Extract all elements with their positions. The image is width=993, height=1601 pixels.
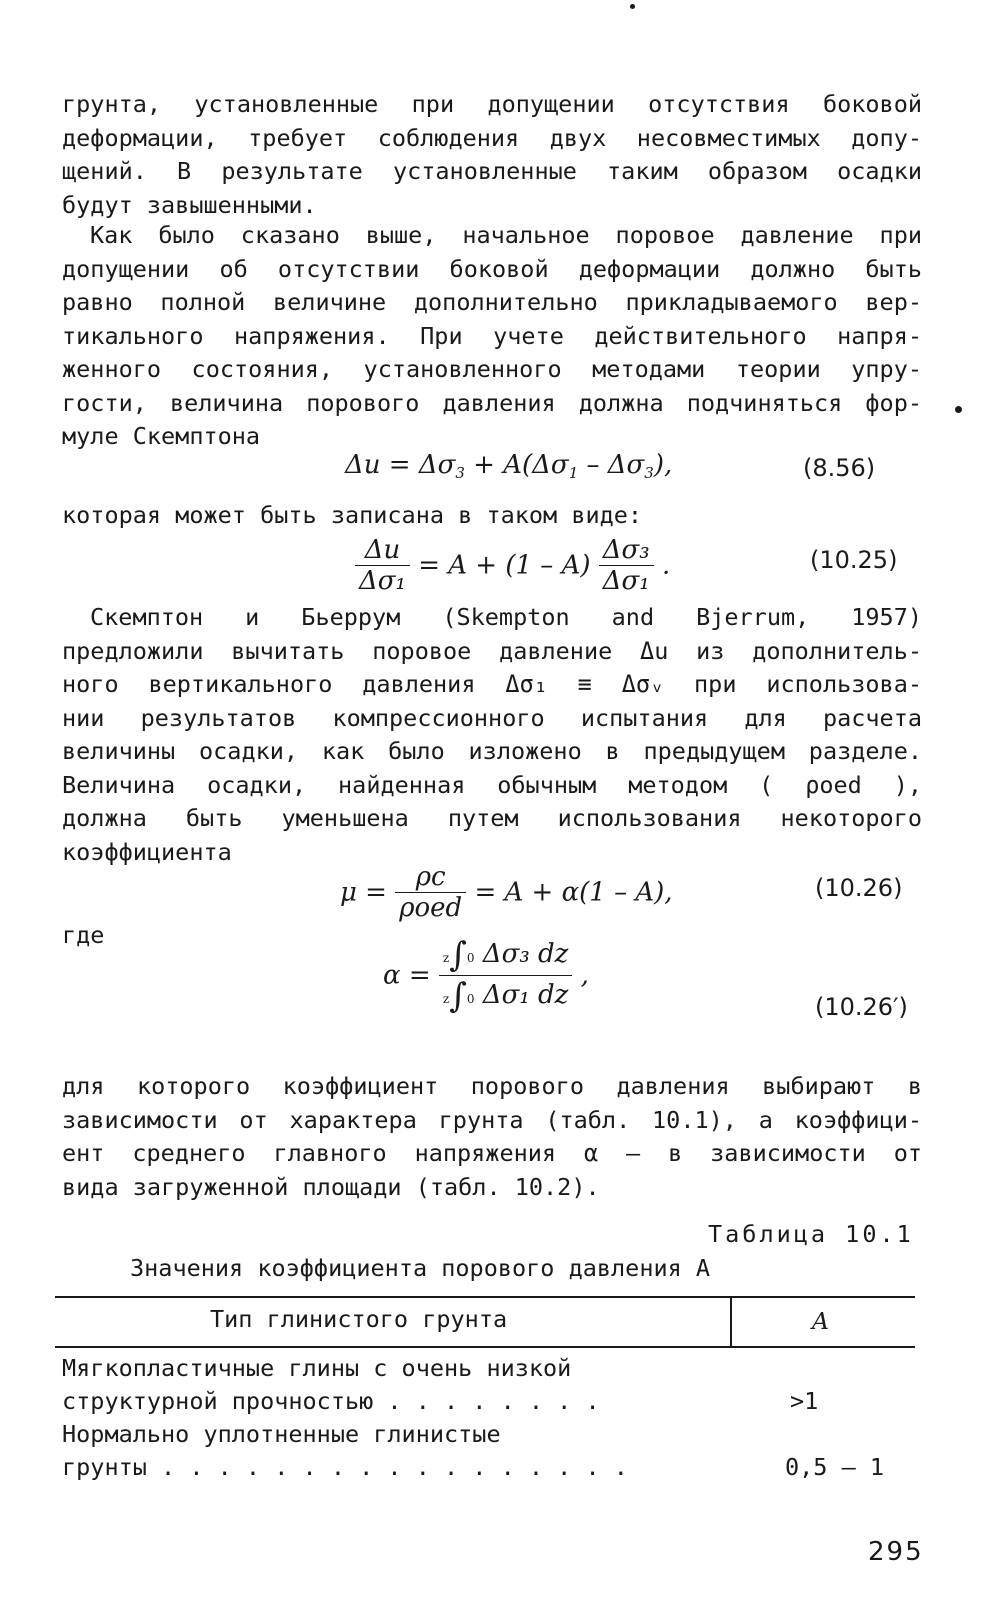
paragraph-3 [62,499,922,533]
text-line: гости, величина порового давления должна подчиняться фор- [62,388,922,417]
fraction: $\frac{\text{z∫0 Δσ₃ dz}}{\text{z∫0 Δσ₁ dz}}$ [439,935,573,1016]
table-cell: грунты . . . . . . . . . . . . . . . . . [62,1453,628,1481]
integral-sign: ∫ [449,935,467,975]
fraction: $\frac{\text{Δσ₃}}{\text{Δσ₁}}$ [599,535,654,596]
text-line: которая может быть записана в таком виде: [62,501,643,529]
text-line: равно полной величине дополнительно прикладываемого вер- [62,288,922,316]
equation-10-26-prime: α = $\frac{\text{z∫0 Δσ₃ dz}}{\text{z∫0 Δσ₁ dz}}$ , [383,935,589,1016]
print-mark [955,406,962,413]
text-line: должна быть уменьшена путем использования некоторого [62,804,922,832]
text-line: грунта, установленные при допущении отсутствия боковой [62,90,922,118]
table-header-rule [55,1346,915,1348]
text-line: деформации, требует соблюдения двух несовместимых допу- [62,123,922,152]
fraction: $\frac{\Delta u}{\text{Δσ₁}}$ [355,535,410,596]
page-number: 295 [868,1537,924,1567]
text-line: нии результатов компрессионного испытания для расчета [62,703,922,732]
table-label: Таблица 10.1 [708,1220,914,1248]
equation-number: (10.26) [815,874,903,902]
paragraph-6 [62,1070,922,1204]
equation-number: (8.56) [803,454,876,482]
text-line: женного состояния, установленного методами теории упру- [62,355,922,383]
text-line: величины осадки, как было изложено в предыдущем разделе. [62,737,922,765]
text-line: щений. В результате установленные таким образом осадки [62,157,922,185]
table-cell: Мягкопластичные глины с очень низкой [62,1354,572,1382]
table-cell: структурной прочностью . . . . . . . . [62,1387,600,1415]
table-value: >1 [790,1387,819,1415]
text-line: тикального напряжения. При учете действительного напря- [62,321,922,350]
equation-number: (10.26′) [815,993,908,1021]
paragraph-1 [62,88,922,222]
text-line: ного вертикального давления Δσ₁ ≡ Δσᵥ при использова- [62,670,922,698]
text-line: вида загруженной площади (табл. 10.2). [62,1172,600,1201]
text-line: Скемптон и Бьеррум (Skempton and Bjerrum, 1957) [90,603,922,631]
equation-8-56: $\Delta u = \Delta\sigma_3 + A(\Delta\sigma_1 - \Delta\sigma_3)$, [345,450,673,482]
equation-10-26: μ = $\frac{\rho c}{\text{ρoed}}$ = A + α(1 – A), [340,862,673,923]
text-line: будут завышенными. [62,190,317,219]
text-line: допущении об отсутствии боковой деформации должно быть [62,254,922,283]
text-line: зависимости от характера грунта (табл. 10.1), а коэффици- [62,1105,922,1134]
table-cell: Нормально уплотненные глинистые [62,1420,501,1448]
table-header: Тип глинистого грунта [210,1305,508,1333]
paragraph-4 [62,601,922,869]
table-column-divider [730,1296,732,1346]
table-top-rule [55,1296,915,1298]
equation-number: (10.25) [810,546,898,574]
table-header: A [812,1307,829,1335]
integral-sign: ∫ [449,976,467,1016]
text-line: коэффициента [62,837,232,866]
text-line: муле Скемптона [62,422,261,450]
text-line: ент среднего главного напряжения α – в зависимости от [62,1139,922,1167]
text-line: Как было сказано выше, начальное поровое давление при [90,221,922,249]
text-line: предложили вычитать поровое давление Δu из дополнитель- [62,636,922,665]
equation-10-25: $\frac{\Delta u}{\text{Δσ₁}}$ = A + (1 – A) $\frac{\text{Δσ₃}}{\text{Δσ₁}}$ . [355,535,670,596]
paragraph-2 [62,219,922,454]
table-caption: Значения коэффициента порового давления A [130,1254,711,1282]
text-line: Величина осадки, найденная обычным методом ( ρoed ), [62,770,922,799]
fraction: $\frac{\rho c}{\text{ρoed}}$ [395,862,466,923]
print-mark [630,4,635,9]
text-line: для которого коэффициент порового давления выбирают в [62,1072,922,1100]
text-line: где [62,921,105,949]
table-value: 0,5 – 1 [785,1453,885,1481]
